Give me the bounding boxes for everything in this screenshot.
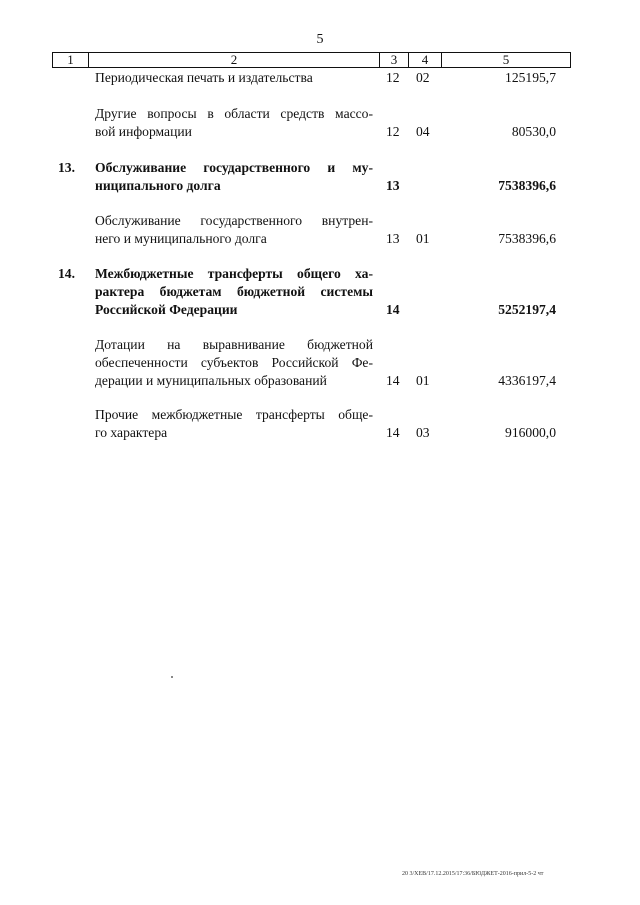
row-section: 14 [386,302,400,317]
row-number: 14. [58,266,75,281]
row-subsection: 01 [416,231,430,246]
row-name-line: него и муниципального долга [95,231,267,246]
row-amount: 125195,7 [505,70,556,85]
row-name [95,406,373,442]
row-section: 12 [386,70,400,85]
row-amount: 916000,0 [505,425,556,440]
row-amount: 7538396,6 [498,178,556,193]
row-name-line: Другие вопросы в области средств массо- [95,106,373,121]
page-number: 5 [316,32,324,47]
header-col-3: 3 [380,53,409,67]
row-name [95,69,373,87]
scan-speck [171,676,173,678]
row-name-line: ниципального долга [95,178,221,193]
table-header [52,52,571,68]
row-number: 13. [58,160,75,175]
row-amount: 5252197,4 [498,302,556,317]
row-name-line: дерации и муниципальных образований [95,373,327,388]
row-name-line: Обслуживание государственного внутрен- [95,213,373,228]
row-name-line: обеспеченности субъектов Российской Фе- [95,355,373,370]
row-name-line: рактера бюджетам бюджетной системы [95,284,373,299]
row-name [95,105,373,141]
row-subsection: 01 [416,373,430,388]
row-name-line: Обслуживание государственного и му- [95,160,373,175]
row-section: 12 [386,124,400,139]
row-section: 14 [386,373,400,388]
row-amount: 80530,0 [511,124,556,139]
row-name [95,265,373,319]
row-name [95,336,373,390]
row-amount: 4336197,4 [498,373,556,388]
header-col-5: 5 [502,52,510,67]
header-col-4: 4 [409,53,442,67]
row-amount: 7538396,6 [498,231,556,246]
row-subsection: 02 [416,70,430,85]
row-name-line: Российской Федерации [95,302,238,317]
row-section: 14 [386,425,400,440]
row-subsection: 04 [416,124,430,139]
row-name-line: Дотации на выравнивание бюджетной [95,337,373,352]
row-name [95,159,373,195]
row-name [95,212,373,248]
row-name-line: вой информации [95,124,192,139]
header-col-2: 2 [89,53,380,67]
header-col-1: 1 [53,53,89,67]
row-name-line: Прочие межбюджетные трансферты обще- [95,407,373,422]
row-name-line: го характера [95,425,168,440]
row-subsection: 03 [416,425,430,440]
row-name-line: Периодическая печать и издательства [95,70,313,85]
row-name-line: Межбюджетные трансферты общего ха- [95,266,373,281]
document-footer: 20 3/ХЕВ/17.12.2015/17:36/БЮДЖЕТ-2016-прил-5-2 чт [402,871,544,877]
row-section: 13 [386,231,400,246]
row-section: 13 [386,178,400,193]
